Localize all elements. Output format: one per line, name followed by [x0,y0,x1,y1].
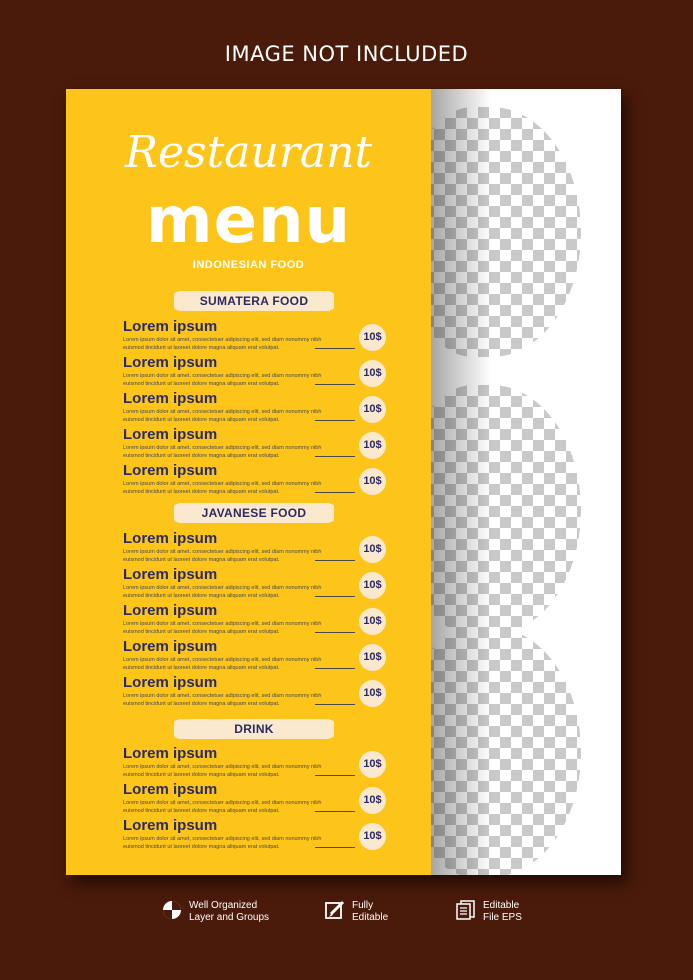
menu-item [123,781,388,815]
menu-item-name: Lorem ipsum [123,566,218,583]
price-badge: 10$ [359,572,386,599]
menu-item [123,745,388,779]
feature-line2: Layer and Groups [189,912,270,923]
photo-panel [431,89,621,875]
menu-item-name: Lorem ipsum [123,318,218,335]
price-badge: 10$ [359,680,386,707]
feature-line1: Fully [352,900,374,911]
menu-item [123,530,388,564]
menu-item-name: Lorem ipsum [123,817,218,834]
divider-line [315,456,355,457]
menu-item [123,638,388,672]
file-icon [456,900,476,920]
layers-icon [162,900,182,920]
feature-line2: File EPS [483,912,522,923]
subtitle: INDONESIAN FOOD [192,259,305,271]
feature-line1: Editable [483,900,520,911]
price-badge: 10$ [359,468,386,495]
menu-item-description: Lorem ipsum dolor sit amet, consectetuer adipiscing elit, sed diam nonummy nibh euismod tincidunt ut laoreet dolore magna aliquam erat volutpat. [123,481,322,495]
menu-item-description: Lorem ipsum dolor sit amet, consectetuer adipiscing elit, sed diam nonummy nibh euismod tincidunt ut laoreet dolore magna aliquam erat volutpat. [123,657,322,671]
price-badge: 10$ [359,823,386,850]
menu-item-description: Lorem ipsum dolor sit amet, consectetuer adipiscing elit, sed diam nonummy nibh euismod tincidunt ut laoreet dolore magna aliquam erat volutpat. [123,445,322,459]
panel-shadow [431,89,491,875]
menu-item-description: Lorem ipsum dolor sit amet, consectetuer adipiscing elit, sed diam nonummy nibh euismod tincidunt ut laoreet dolore magna aliquam erat volutpat. [123,373,322,387]
menu-item-description: Lorem ipsum dolor sit amet, consectetuer adipiscing elit, sed diam nonummy nibh euismod tincidunt ut laoreet dolore magna aliquam erat volutpat. [123,621,322,635]
price-badge: 10$ [359,644,386,671]
divider-line [315,492,355,493]
divider-line [315,811,355,812]
divider-line [315,384,355,385]
divider-line [315,420,355,421]
divider-line [315,775,355,776]
menu-item-description: Lorem ipsum dolor sit amet, consectetuer adipiscing elit, sed diam nonummy nibh euismod tincidunt ut laoreet dolore magna aliquam erat volutpat. [123,764,322,778]
feature-edit [325,900,388,924]
menu-item [123,426,388,460]
menu-item-name: Lorem ipsum [123,674,218,691]
feature-list [0,900,693,940]
image-not-included-note: IMAGE NOT INCLUDED [224,42,469,66]
menu-item-description: Lorem ipsum dolor sit amet, consectetuer adipiscing elit, sed diam nonummy nibh euismod tincidunt ut laoreet dolore magna aliquam erat volutpat. [123,337,322,351]
feature-line2: Editable [352,912,389,923]
menu-panel [66,89,431,875]
edit-icon [325,900,345,920]
menu-item [123,462,388,496]
price-badge: 10$ [359,536,386,563]
menu-item [123,318,388,352]
divider-line [315,704,355,705]
menu-item-name: Lorem ipsum [123,745,218,762]
divider-line [315,596,355,597]
menu-item-description: Lorem ipsum dolor sit amet, consectetuer adipiscing elit, sed diam nonummy nibh euismod tincidunt ut laoreet dolore magna aliquam erat volutpat. [123,836,322,850]
menu-item-description: Lorem ipsum dolor sit amet, consectetuer adipiscing elit, sed diam nonummy nibh euismod tincidunt ut laoreet dolore magna aliquam erat volutpat. [123,549,322,563]
feature-file [456,900,522,924]
price-badge: 10$ [359,360,386,387]
section-sumatera: SUMATERA FOOD [176,291,332,311]
section-drink: DRINK [176,719,332,739]
price-badge: 10$ [359,751,386,778]
section-javanese: JAVANESE FOOD [176,503,332,523]
divider-line [315,560,355,561]
feature-layers [162,900,269,924]
price-badge: 10$ [359,432,386,459]
title-menu: menu [145,184,352,258]
price-badge: 10$ [359,608,386,635]
menu-item-name: Lorem ipsum [123,390,218,407]
menu-item-name: Lorem ipsum [123,462,218,479]
menu-item-name: Lorem ipsum [123,602,218,619]
menu-item-description: Lorem ipsum dolor sit amet, consectetuer adipiscing elit, sed diam nonummy nibh euismod tincidunt ut laoreet dolore magna aliquam erat volutpat. [123,409,322,423]
title-script: Restaurant [124,127,373,178]
menu-flyer [66,89,621,875]
menu-item [123,390,388,424]
price-badge: 10$ [359,396,386,423]
menu-item [123,354,388,388]
menu-item [123,602,388,636]
menu-item-name: Lorem ipsum [123,638,218,655]
divider-line [315,632,355,633]
price-badge: 10$ [359,787,386,814]
divider-line [315,847,355,848]
menu-item [123,817,388,851]
divider-line [315,668,355,669]
menu-item-description: Lorem ipsum dolor sit amet, consectetuer adipiscing elit, sed diam nonummy nibh euismod tincidunt ut laoreet dolore magna aliquam erat volutpat. [123,693,322,707]
feature-line1: Well Organized [189,900,258,911]
menu-item-description: Lorem ipsum dolor sit amet, consectetuer adipiscing elit, sed diam nonummy nibh euismod tincidunt ut laoreet dolore magna aliquam erat volutpat. [123,585,322,599]
price-badge: 10$ [359,324,386,351]
menu-item-name: Lorem ipsum [123,354,218,371]
menu-item [123,566,388,600]
menu-item-name: Lorem ipsum [123,426,218,443]
divider-line [315,348,355,349]
menu-item-description: Lorem ipsum dolor sit amet, consectetuer adipiscing elit, sed diam nonummy nibh euismod tincidunt ut laoreet dolore magna aliquam erat volutpat. [123,800,322,814]
menu-item-name: Lorem ipsum [123,530,218,547]
menu-item [123,674,388,708]
menu-item-name: Lorem ipsum [123,781,218,798]
